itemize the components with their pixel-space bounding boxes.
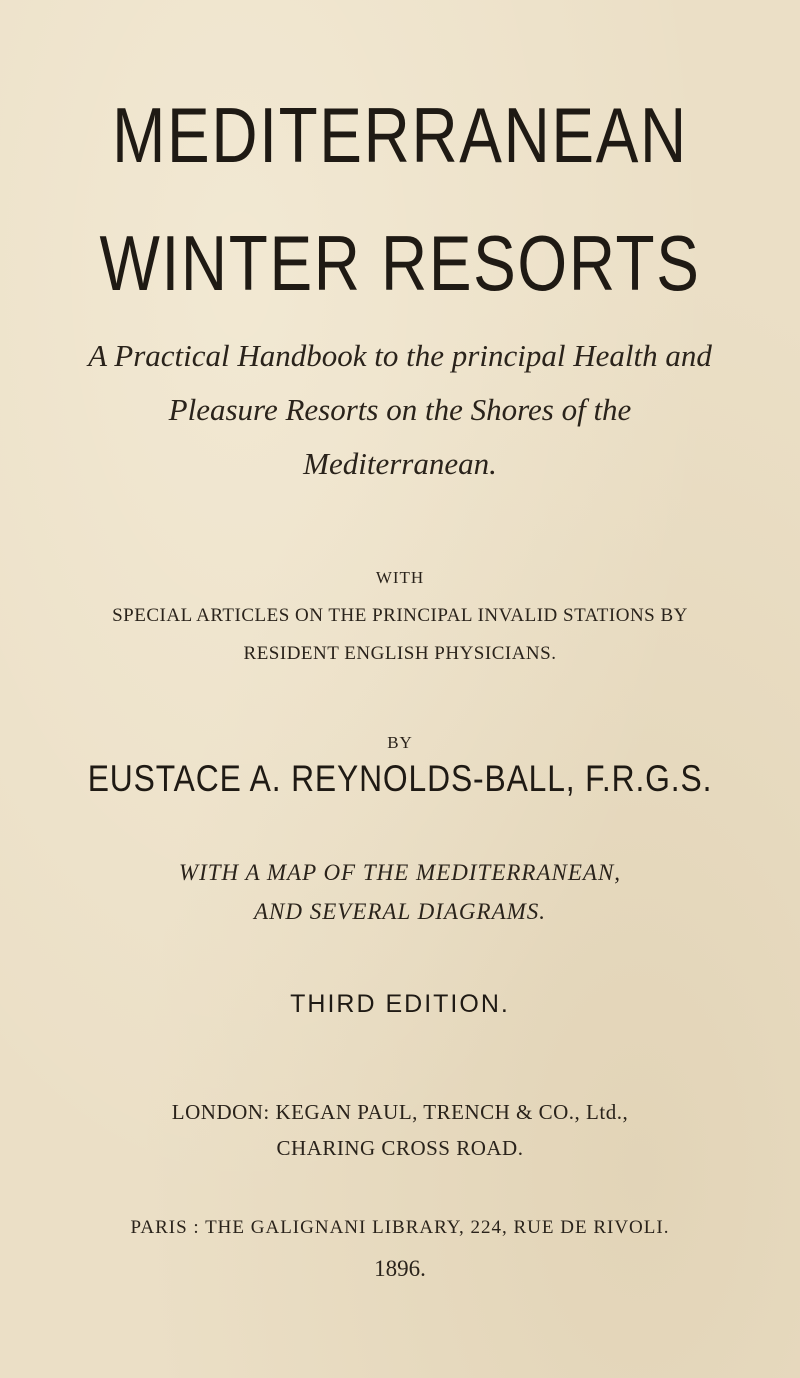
articles-line-2: RESIDENT ENGLISH PHYSICIANS. [243,643,557,664]
publication-year: 1896. [374,1256,426,1281]
author-name: EUSTACE A. REYNOLDS-BALL, F.R.G.S. [87,758,713,799]
title-line-1: MEDITERRANEAN [112,91,688,179]
publisher-paris-line: PARIS : THE GALIGNANI LIBRARY, 224, RUE DE RIVOLI. [130,1217,670,1238]
subtitle-line-2: Pleasure Resorts on the Shores of the [168,392,632,427]
with-label: WITH [375,568,425,587]
map-line-1: WITH A MAP OF THE MEDITERRANEAN, [178,860,622,885]
publisher-london-line-1: LONDON: KEGAN PAUL, TRENCH & CO., Ltd., [171,1100,629,1124]
publisher-london-line-2: CHARING CROSS ROAD. [276,1136,524,1160]
edition-label: THIRD EDITION. [290,990,510,1018]
subtitle-line-3: Mediterranean. [303,446,497,481]
map-line-2: AND SEVERAL DIAGRAMS. [253,899,547,924]
title-line-2: WINTER RESORTS [99,219,701,307]
subtitle-line-1: A Practical Handbook to the principal Health and [88,338,712,373]
by-label: BY [387,733,413,752]
articles-line-1: SPECIAL ARTICLES ON THE PRINCIPAL INVALID STATIONS BY [112,605,688,626]
